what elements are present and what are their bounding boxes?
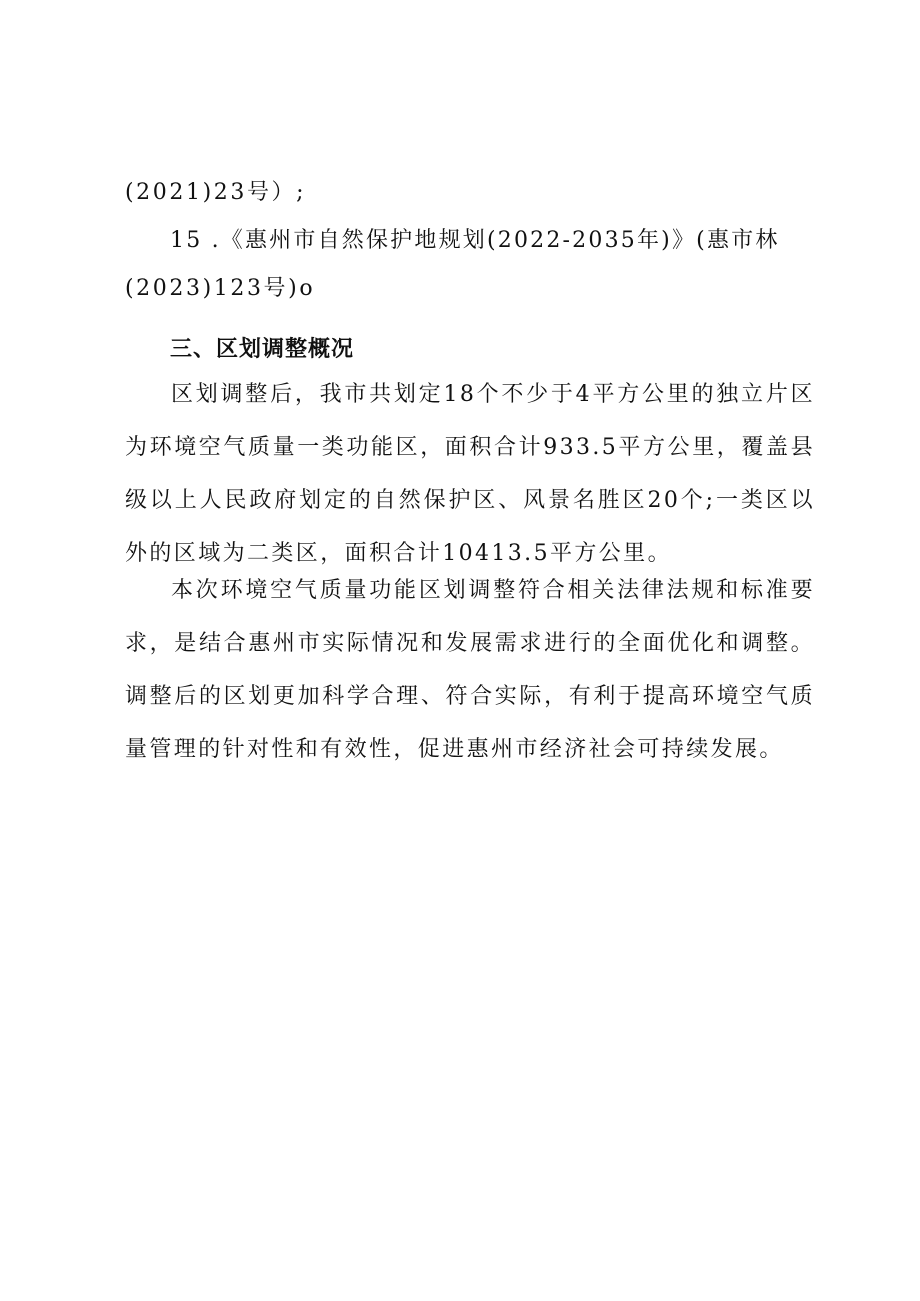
section-3-paragraph-2: 本次环境空气质量功能区划调整符合相关法律法规和标准要求，是结合惠州市实际情况和发展需求进行的全面优化和调整。调整后的区划更加科学合理、符合实际，有利于提高环境空气质量管理的针对性和有效性，促进惠州市经济社会可持续发展。 <box>125 578 815 762</box>
list-item-15-line2: (2023)123号)o <box>125 276 316 301</box>
reference-tail-line: (2021)23号）; <box>125 180 307 205</box>
list-item-15-line1: 15 .《惠州市自然保护地规划(2022-2035年)》(惠市林 <box>170 228 780 253</box>
section-3-paragraph-1: 区划调整后，我市共划定18个不少于4平方公里的独立片区为环境空气质量一类功能区，面积合计933.5平方公里，覆盖县级以上人民政府划定的自然保护区、风景名胜区20个;一类区以外的区域为二类区，面积合计10413.5平方公里。 <box>125 382 815 566</box>
section-heading-3: 三、区划调整概况 <box>170 337 355 362</box>
